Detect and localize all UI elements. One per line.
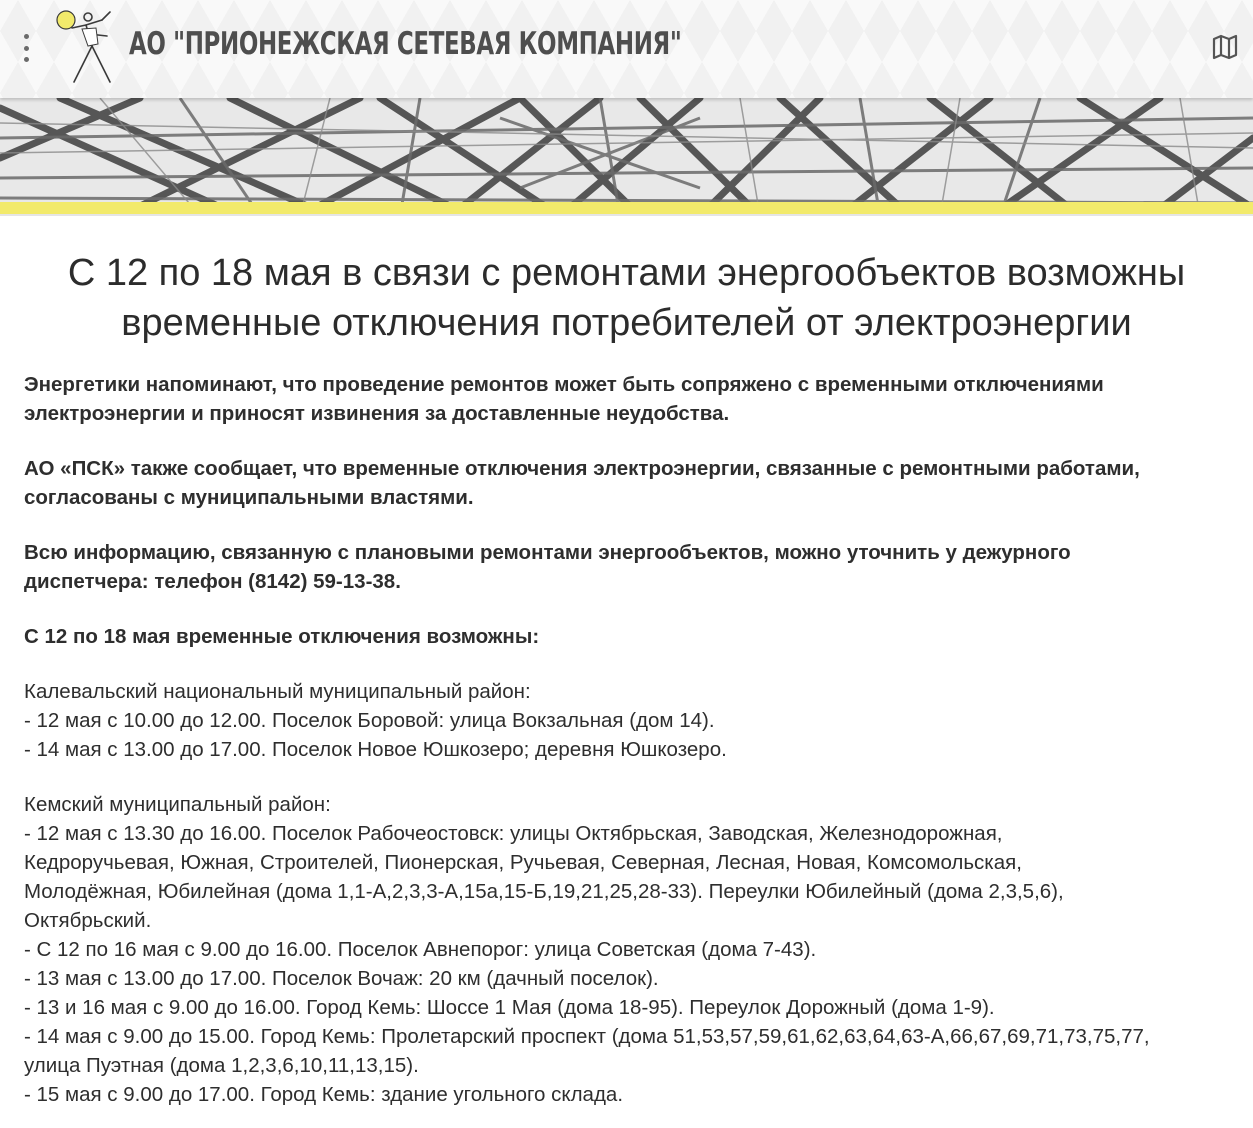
more-vertical-icon[interactable]: [18, 34, 34, 62]
article-body: [24, 370, 1234, 1128]
list-item: Кедроручьевая, Южная, Строителей, Пионерская, Ручьевая, Северная, Лесная, Новая, Комсомольская,: [24, 851, 1022, 874]
district-name: Кемский муниципальный район:: [24, 793, 331, 816]
list-item: - 13 и 16 мая с 9.00 до 16.00. Город Кемь: Шоссе 1 Мая (дома 18-95). Переулок Дорожный (дома 1-9).: [24, 996, 995, 1019]
list-item: - 13 мая с 13.00 до 17.00. Поселок Вочаж: 20 км (дачный поселок).: [24, 967, 659, 990]
list-item: - 12 мая с 13.30 до 16.00. Поселок Рабочеостовск: улицы Октябрьская, Заводская, Железнодорожная,: [24, 822, 1003, 845]
schedule-heading: С 12 по 18 мая временные отключения возможны:: [24, 625, 540, 648]
banner-divider: [0, 214, 1253, 216]
site-header: [0, 0, 1253, 98]
contact-paragraph: Всю информацию, связанную с плановыми ремонтами энергообъектов, можно уточнить у дежурного диспетчера: телефон (8142) 59-13-38.: [24, 541, 1071, 593]
intro-paragraph: АО «ПСК» также сообщает, что временные отключения электроэнергии, связанные с ремонтными работами, согласованы с муниципальными властями.: [24, 457, 1140, 509]
list-item: Молодёжная, Юбилейная (дома 1,1-А,2,3,3-А,15а,15-Б,19,21,25,28-33). Переулки Юбилейный (дома 2,3,5,6),: [24, 880, 1064, 903]
map-icon[interactable]: [1212, 34, 1238, 60]
logo-lineman-icon[interactable]: [52, 6, 124, 88]
list-item: - С 12 по 16 мая с 9.00 до 16.00. Поселок Авнепорог: улица Советская (дома 7-43).: [24, 938, 817, 961]
district-block-kalevala: [24, 677, 1234, 764]
banner-image: [0, 98, 1253, 216]
banner-accent-stripe: [0, 202, 1253, 214]
list-item: - 12 мая с 10.00 до 12.00. Поселок Боровой: улица Вокзальная (дом 14).: [24, 709, 715, 732]
list-item: улица Пуэтная (дома 1,2,3,6,10,11,13,15).: [24, 1054, 419, 1077]
article-title-line: С 12 по 18 мая в связи с ремонтами энергообъектов возможны: [67, 252, 1186, 294]
list-item: - 14 мая с 13.00 до 17.00. Поселок Новое Юшкозеро; деревня Юшкозеро.: [24, 738, 727, 761]
intro-paragraph: Энергетики напоминают, что проведение ремонтов может быть сопряжено с временными отключениями электроэнергии и приносят извинения за доставленные неудобства.: [24, 373, 1104, 425]
list-item: - 15 мая с 9.00 до 17.00. Город Кемь: здание угольного склада.: [24, 1083, 624, 1106]
list-item: Октябрьский.: [24, 909, 152, 932]
power-tower-lattice-image: [0, 98, 1253, 216]
district-block-kem: [24, 790, 1234, 1109]
district-name: Калевальский национальный муниципальный район:: [24, 680, 531, 703]
list-item: - 14 мая с 9.00 до 15.00. Город Кемь: Пролетарский проспект (дома 51,53,57,59,61,62,63,64,63-А,66,67,69,71,73,75,77,: [24, 1025, 1150, 1048]
site-title[interactable]: АО "ПРИОНЕЖСКАЯ СЕТЕВАЯ КОМПАНИЯ": [129, 26, 682, 62]
article-title-line: временные отключения потребителей от электроэнергии: [121, 302, 1132, 344]
article-title: [20, 248, 1233, 348]
